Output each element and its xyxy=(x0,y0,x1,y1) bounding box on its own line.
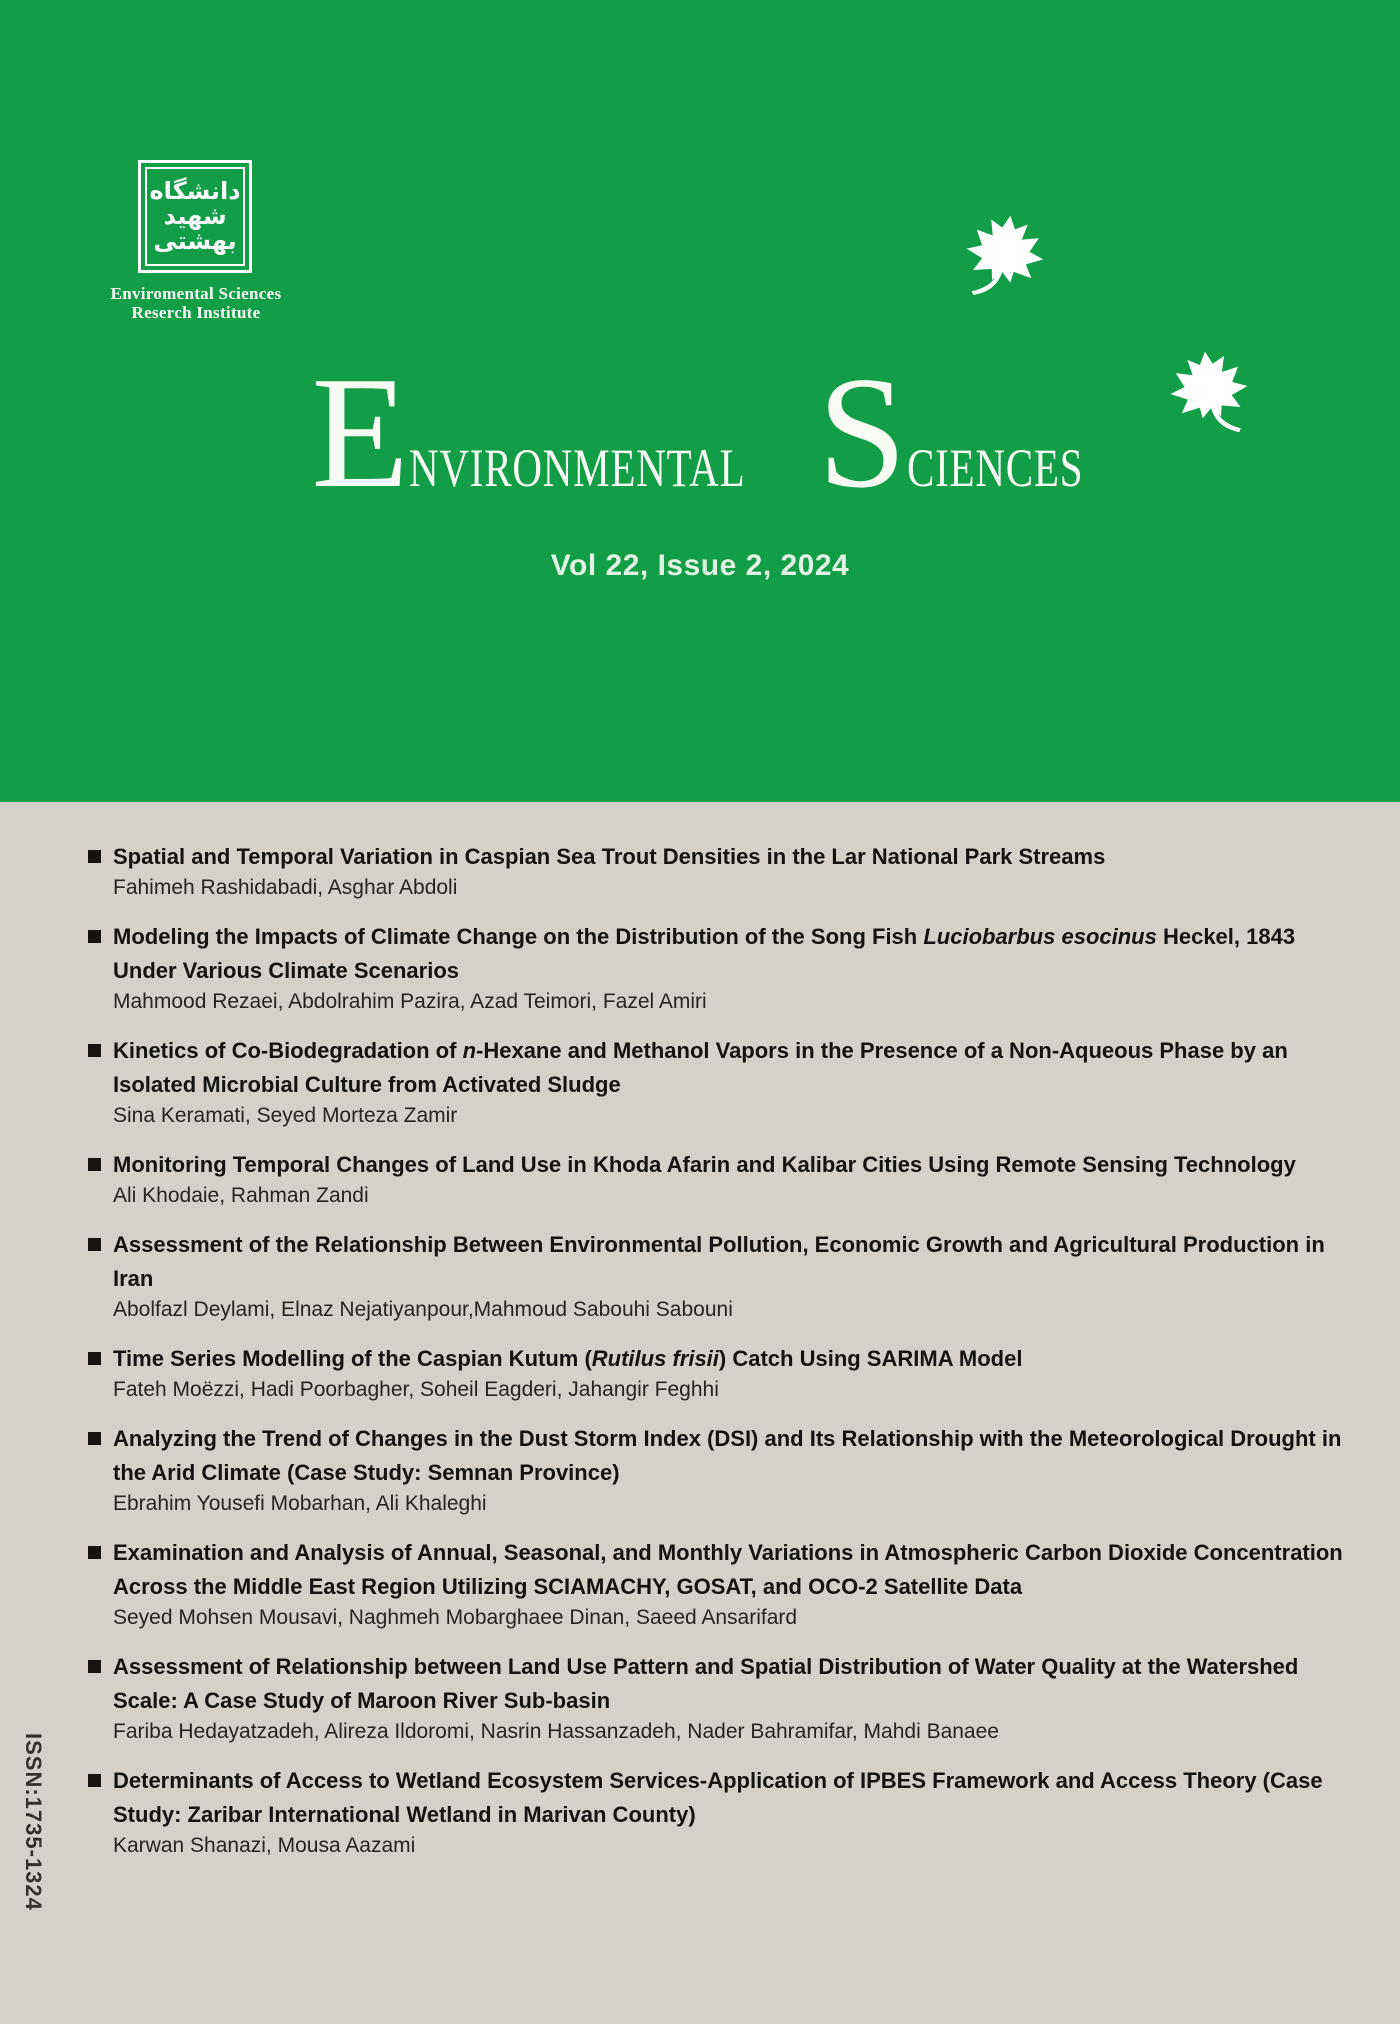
bullet-square-icon xyxy=(88,1774,101,1787)
journal-title xyxy=(0,343,1400,521)
university-logo-calligraphy xyxy=(145,167,245,266)
bullet-square-icon xyxy=(88,930,101,943)
article-authors: Fariba Hedayatzadeh, Alireza Ildoromi, Nasrin Hassanzadeh, Nader Bahramifar, Mahdi Banaee xyxy=(113,1720,999,1743)
maple-leaf-icon xyxy=(950,202,1060,307)
article-authors: Mahmood Rezaei, Abdolrahim Pazira, Azad Teimori, Fazel Amiri xyxy=(113,990,707,1013)
toc-entry xyxy=(88,1650,1352,1745)
article-authors: Seyed Mohsen Mousavi, Naghmeh Mobarghaee Dinan, Saeed Ansarifard xyxy=(113,1606,798,1629)
university-logo xyxy=(138,160,252,273)
article-title: Time Series Modelling of the Caspian Kutum (Rutilus frisii) Catch Using SARIMA Model xyxy=(113,1346,1023,1371)
journal-title-initial-e: E xyxy=(311,343,410,521)
article-authors: Karwan Shanazi, Mousa Aazami xyxy=(113,1834,416,1857)
article-title: Spatial and Temporal Variation in Caspian Sea Trout Densities in the Lar National Park Streams xyxy=(113,844,1106,869)
journal-title-initial-s: S xyxy=(817,343,907,521)
article-title: Modeling the Impacts of Climate Change on the Distribution of the Song Fish Luciobarbus esocinus Heckel, 1843 Under Various Climate Scenarios xyxy=(113,924,1296,983)
toc-entry xyxy=(88,1148,1352,1209)
bullet-square-icon xyxy=(88,850,101,863)
cover-header xyxy=(0,0,1400,802)
toc-entry xyxy=(88,1764,1352,1859)
article-authors: Ebrahim Yousefi Mobarhan, Ali Khaleghi xyxy=(113,1492,487,1515)
calligraphy-line: دانشگاه xyxy=(149,177,241,205)
bullet-square-icon xyxy=(88,1238,101,1251)
article-authors: Sina Keramati, Seyed Morteza Zamir xyxy=(113,1104,458,1127)
article-title: Kinetics of Co-Biodegradation of n-Hexane and Methanol Vapors in the Presence of a Non-Aqueous Phase by an Isolated Microbial Culture from Activated Sludge xyxy=(113,1038,1288,1097)
toc-entry xyxy=(88,1034,1352,1129)
article-authors: Fahimeh Rashidabadi, Asghar Abdoli xyxy=(113,876,458,899)
institute-name xyxy=(60,284,332,322)
article-title: Assessment of Relationship between Land Use Pattern and Spatial Distribution of Water Quality at the Watershed Scale: A Case Study of Maroon River Sub-basin xyxy=(113,1654,1299,1713)
journal-title-rest-1: NVIRONMENTAL xyxy=(409,438,746,498)
volume-issue-line: Vol 22, Issue 2, 2024 xyxy=(550,549,850,582)
bullet-square-icon xyxy=(88,1044,101,1057)
toc-entry xyxy=(88,1228,1352,1323)
toc-entry xyxy=(88,1342,1352,1403)
calligraphy-line: شهید xyxy=(163,202,227,230)
article-authors: Fateh Moëzzi, Hadi Poorbagher, Soheil Eagderi, Jahangir Feghhi xyxy=(113,1378,719,1401)
bullet-square-icon xyxy=(88,1660,101,1673)
toc-entry xyxy=(88,1536,1352,1631)
bullet-square-icon xyxy=(88,1432,101,1445)
institute-name-line2: Reserch Institute xyxy=(131,303,261,323)
article-title: Analyzing the Trend of Changes in the Dust Storm Index (DSI) and Its Relationship with the Meteorological Drought in the Arid Climate (Case Study: Semnan Province) xyxy=(113,1426,1342,1485)
toc-entry xyxy=(88,840,1352,901)
issn-label: ISSN:1735-1324 xyxy=(21,1733,46,1911)
toc-entry xyxy=(88,920,1352,1015)
article-title: Monitoring Temporal Changes of Land Use in Khoda Afarin and Kalibar Cities Using Remote Sensing Technology xyxy=(113,1152,1296,1177)
article-authors: Ali Khodaie, Rahman Zandi xyxy=(113,1184,369,1207)
bullet-square-icon xyxy=(88,1158,101,1171)
article-title: Examination and Analysis of Annual, Seasonal, and Monthly Variations in Atmospheric Carbon Dioxide Concentration Across the Middle East Region Utilizing SCIAMACHY, GOSAT, and OCO-2 Satellite Data xyxy=(113,1540,1343,1599)
institute-name-line1: Enviromental Sciences xyxy=(110,284,282,303)
toc-entry xyxy=(88,1422,1352,1517)
article-title: Determinants of Access to Wetland Ecosystem Services-Application of IPBES Framework and Access Theory (Case Study: Zaribar International Wetland in Marivan County) xyxy=(113,1768,1323,1827)
bullet-square-icon xyxy=(88,1352,101,1365)
calligraphy-line: بهشتی xyxy=(153,228,237,256)
toc-list xyxy=(88,840,1352,1878)
journal-title-rest-2: CIENCES xyxy=(906,438,1083,498)
bullet-square-icon xyxy=(88,1546,101,1559)
article-title: Assessment of the Relationship Between Environmental Pollution, Economic Growth and Agricultural Production in Iran xyxy=(113,1232,1325,1291)
article-authors: Abolfazl Deylami, Elnaz Nejatiyanpour,Mahmoud Sabouhi Sabouni xyxy=(113,1298,733,1321)
